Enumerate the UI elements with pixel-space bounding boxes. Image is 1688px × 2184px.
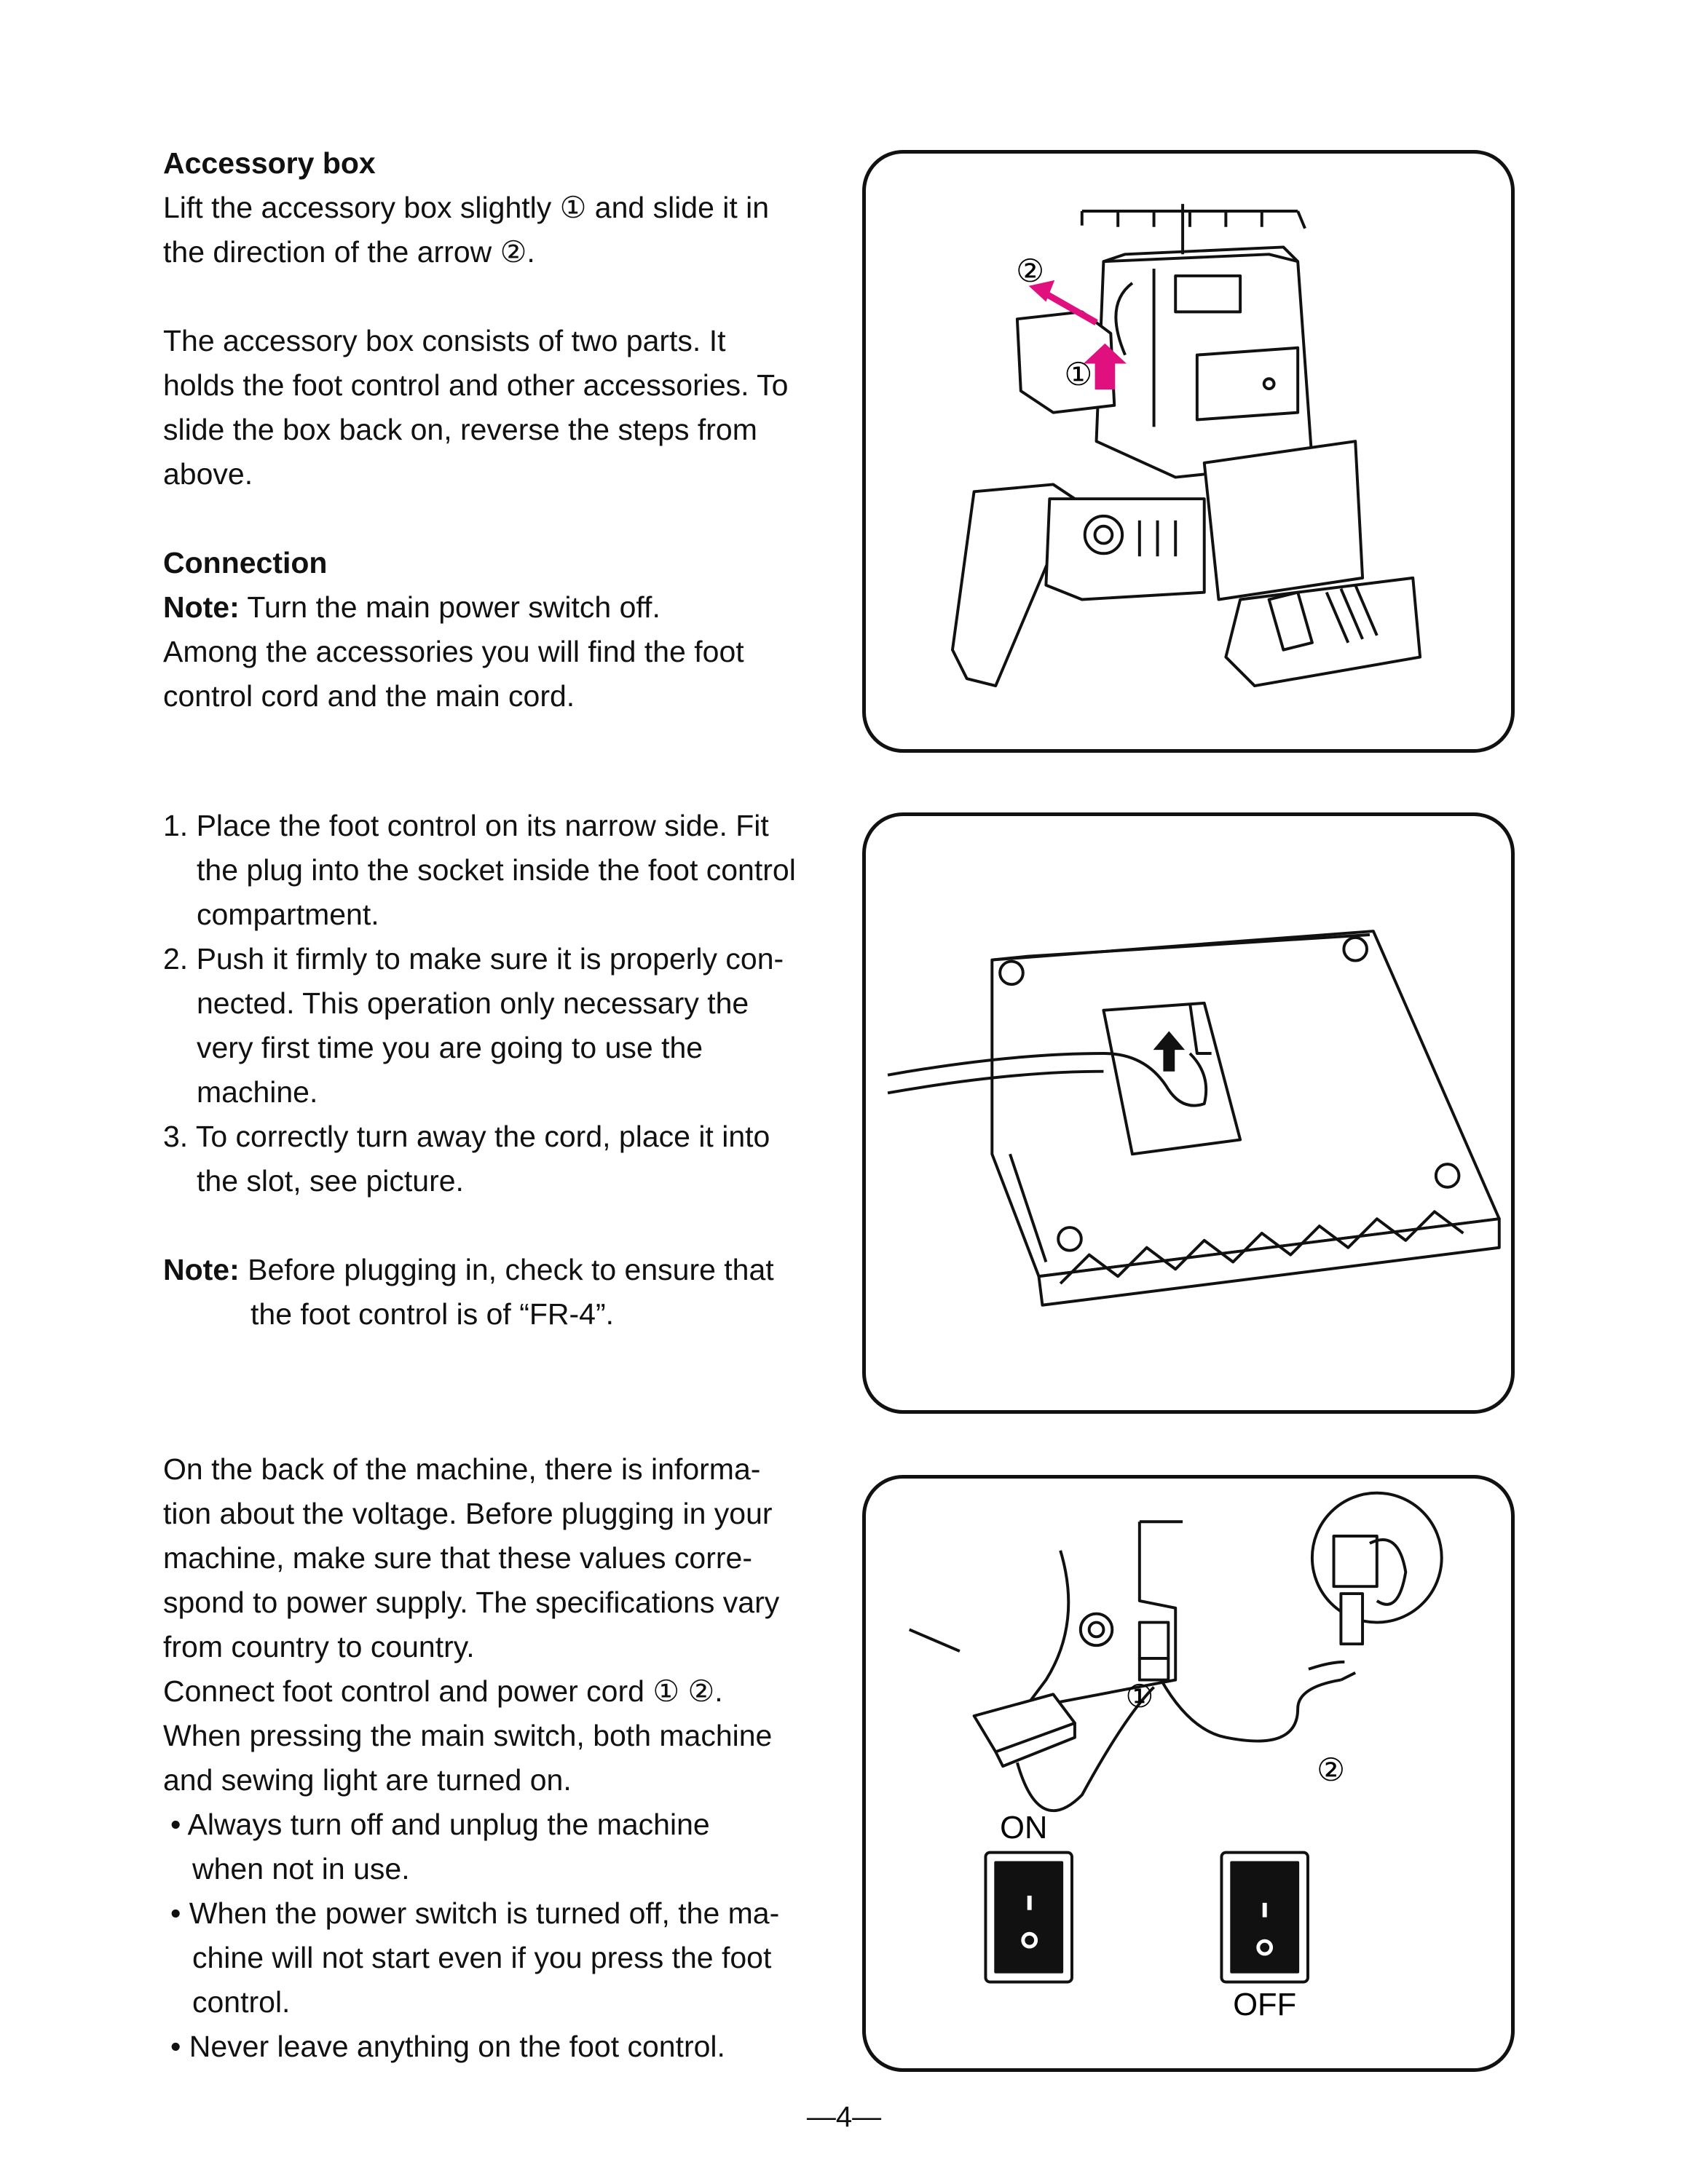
accessory-box-section [163, 141, 833, 719]
accessory-line: Lift the accessory box slightly ① and slide it in [163, 191, 770, 224]
switch-on-mark [1028, 1896, 1032, 1910]
power-line: tion about the voltage. Before plugging in your [163, 1497, 773, 1530]
accessory-para-line: above. [163, 457, 253, 491]
connection-heading: Connection [163, 546, 328, 579]
power-line: On the back of the machine, there is informa- [163, 1452, 761, 1486]
note-text: Turn the main power switch off. [239, 590, 660, 624]
off-label: OFF [1233, 1987, 1297, 2022]
connection-line: Among the accessories you will find the foot [163, 635, 744, 668]
power-line: Connect foot control and power cord ① ②. [163, 1674, 723, 1708]
lift-arrow [1095, 361, 1116, 390]
power-section [163, 1447, 833, 2069]
accessory-para-line: The accessory box consists of two parts. It [163, 324, 726, 357]
bullet-item: • When the power switch is turned off, the ma- chine will not start even if you press the foot control. [170, 1896, 780, 2019]
bullet-item: • Always turn off and unplug the machine when not in use. [170, 1808, 710, 1886]
marker-2: ② [1317, 1752, 1346, 1788]
switch-on-mark [1263, 1903, 1267, 1918]
accessory-box-figure [862, 150, 1515, 753]
on-label: ON [1000, 1810, 1048, 1845]
accessory-box-heading: Accessory box [163, 146, 376, 180]
marker-1: ① [1064, 357, 1093, 393]
foot-control-illustration [866, 816, 1511, 1410]
step-item: 2. Push it firmly to make sure it is properly con- nected. This operation only necessary the very first time you are going to use the machine. [163, 942, 784, 1109]
step-item: 1. Place the foot control on its narrow side. Fit the plug into the socket inside the foot control compartment. [163, 809, 796, 931]
connection-note [163, 585, 833, 630]
fr4-note-line2: the foot control is of “FR-4”. [251, 1297, 615, 1331]
steps-section [163, 804, 833, 1337]
connection-line: control cord and the main cord. [163, 679, 575, 713]
power-connection-figure [862, 1475, 1515, 2072]
foot-control-figure [862, 812, 1515, 1414]
marker-1: ① [1125, 1679, 1154, 1715]
power-line: and sewing light are turned on. [163, 1763, 572, 1797]
bullet-item: • Never leave anything on the foot control. [170, 2030, 725, 2063]
page-number: —4— [806, 2101, 882, 2133]
accessory-para-line: slide the box back on, reverse the steps from [163, 413, 757, 446]
note-label: Note: [163, 1253, 240, 1286]
power-line: machine, make sure that these values corre- [163, 1541, 752, 1575]
step-item: 3. To correctly turn away the cord, place it into the slot, see picture. [163, 1120, 770, 1198]
accessory-line: the direction of the arrow ②. [163, 235, 535, 269]
note-label: Note: [163, 590, 240, 624]
fr4-note: Note: Before plugging in, check to ensure that [163, 1253, 774, 1286]
power-connection-illustration [866, 1479, 1511, 2068]
power-line: from country to country. [163, 1630, 475, 1663]
marker-2: ② [1016, 253, 1045, 289]
accessory-para-line: holds the foot control and other accessories. To [163, 368, 789, 402]
power-line: spond to power supply. The specifications vary [163, 1586, 780, 1619]
power-line: When pressing the main switch, both machine [163, 1719, 773, 1752]
accessory-box-illustration [866, 154, 1511, 749]
